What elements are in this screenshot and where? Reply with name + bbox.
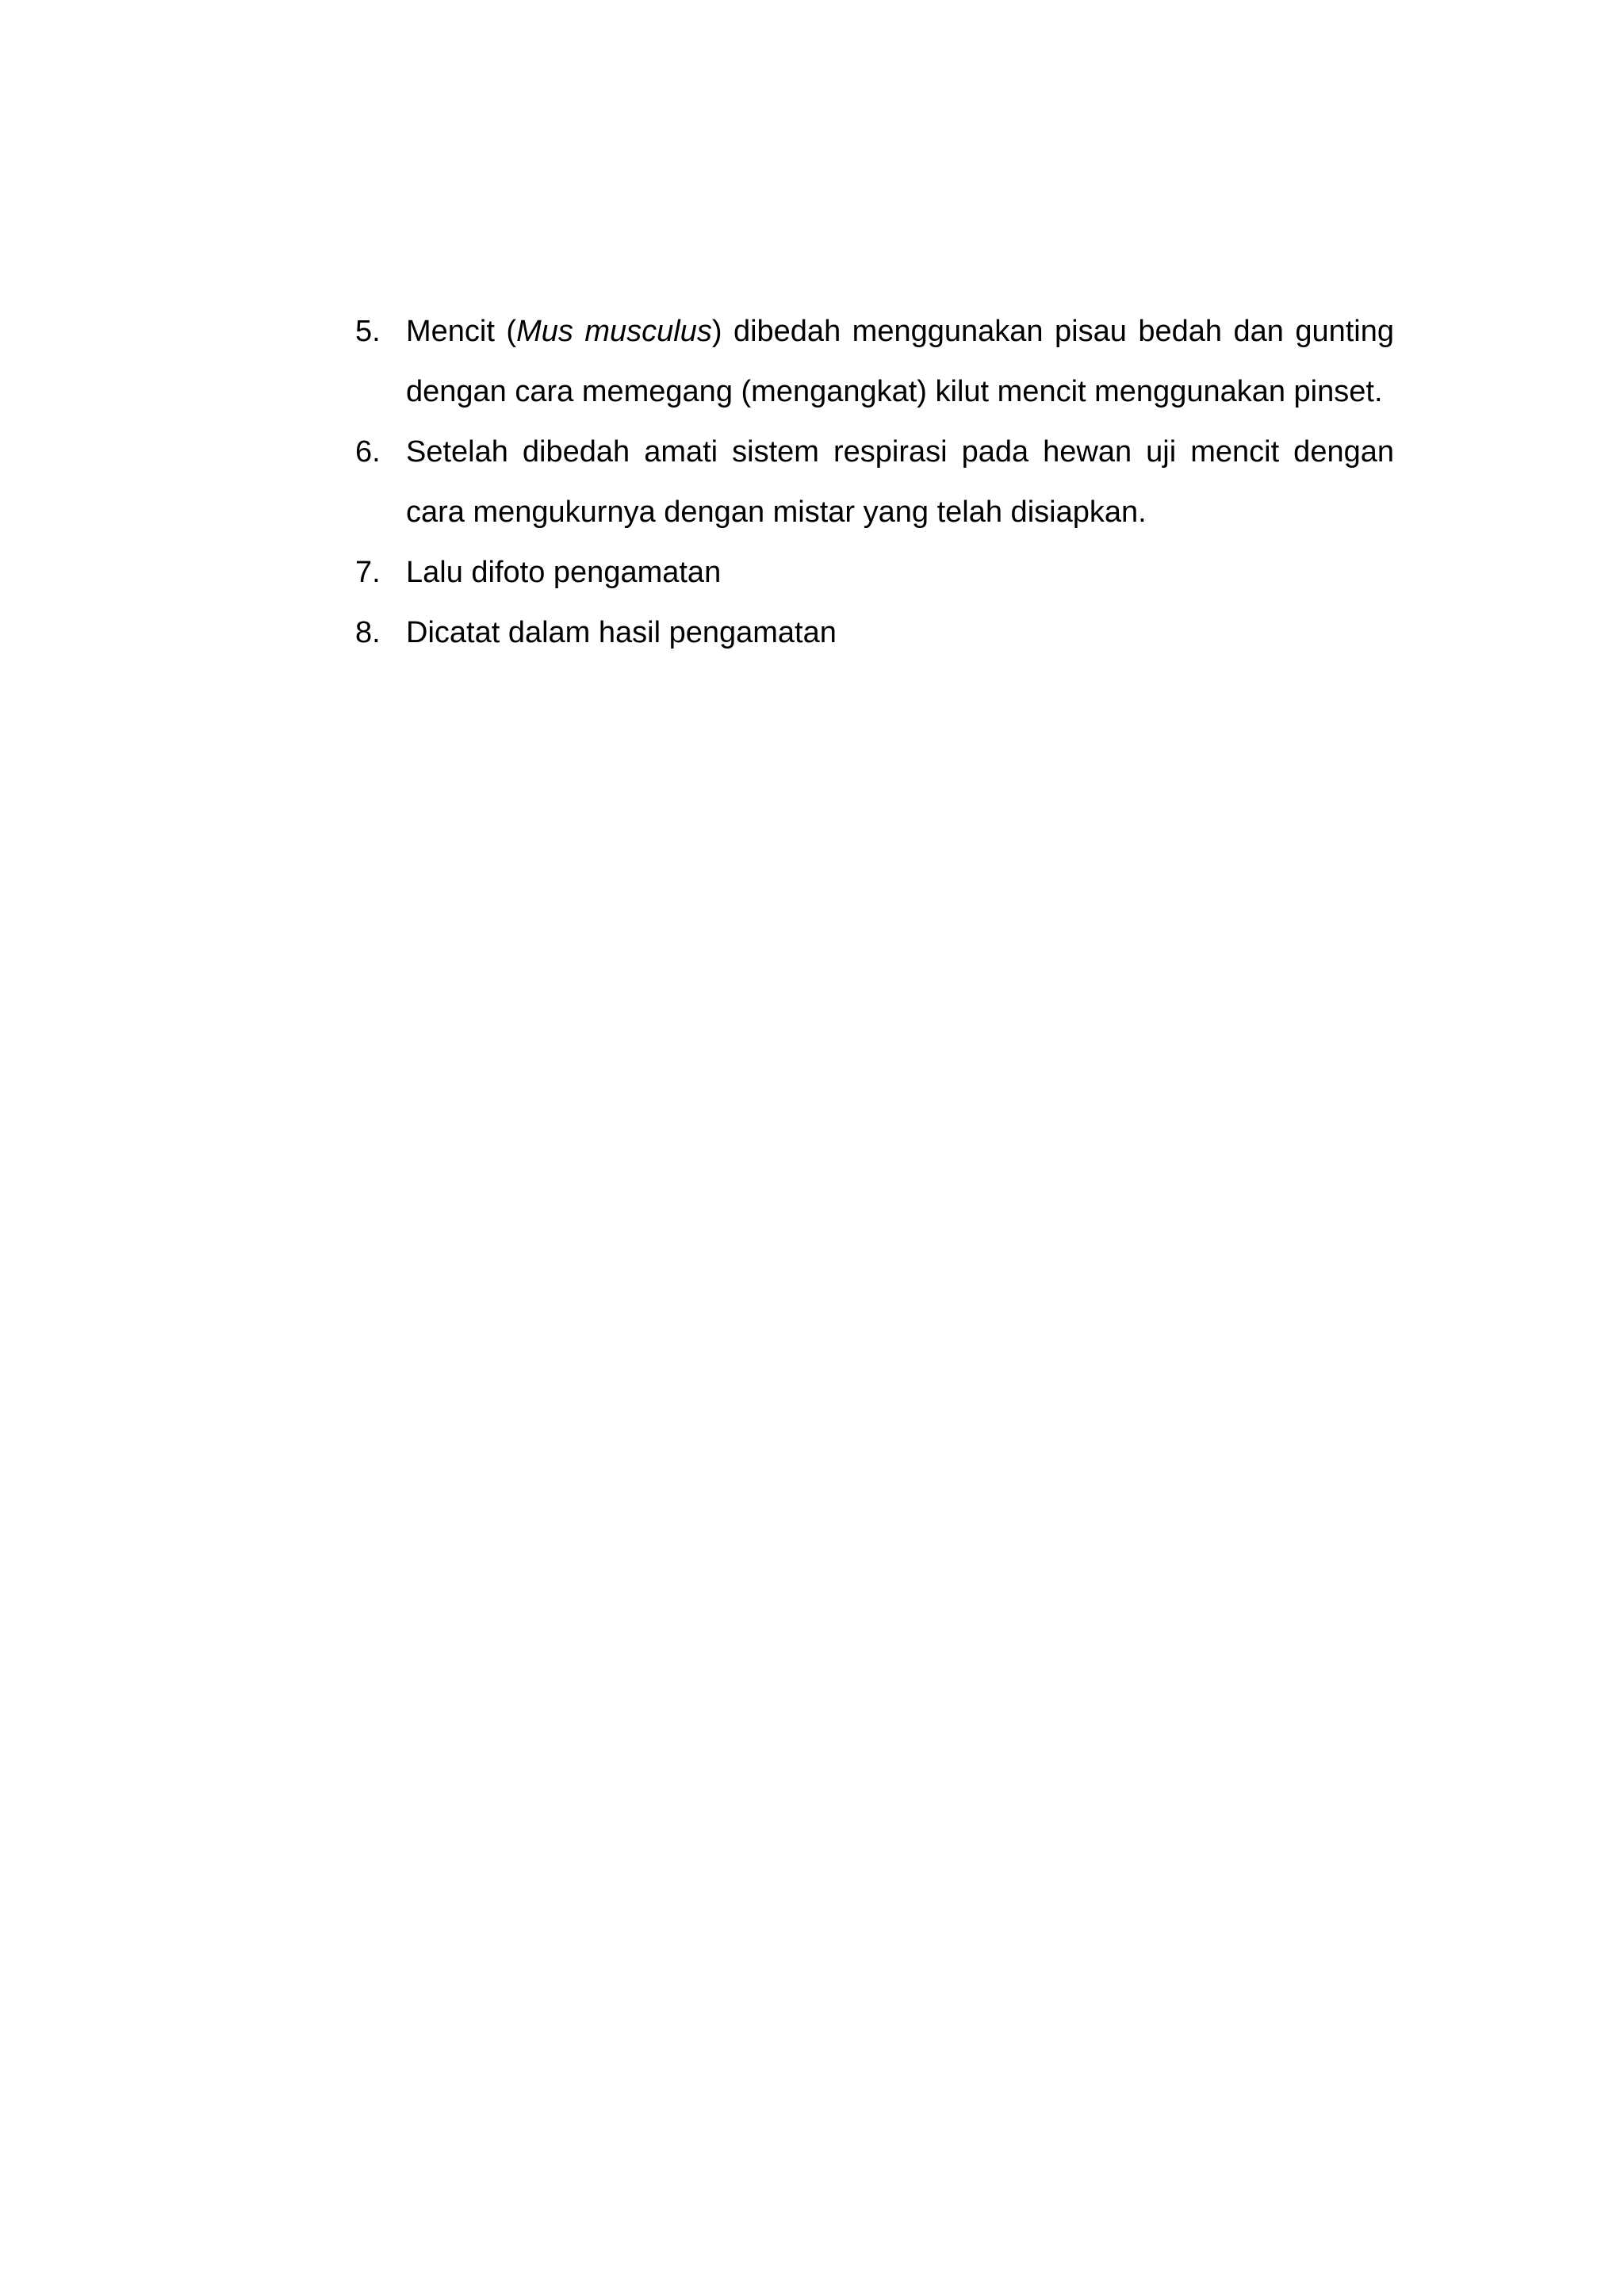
- item-text-line: cara mengukurnya dengan mistar yang telah disiapkan.: [406, 496, 1147, 529]
- list-item: [355, 422, 1394, 542]
- item-text-line: dengan cara memegang (mengangkat) kilut mencit menggunakan pinset.: [406, 375, 1383, 408]
- species-name: Mus musculus: [516, 315, 712, 348]
- item-text-line: Dicatat dalam hasil pengamatan: [406, 616, 837, 649]
- item-number: 7.: [355, 556, 381, 589]
- item-text: Mencit (: [406, 315, 517, 348]
- item-number: 8.: [355, 616, 381, 649]
- list-item: [355, 542, 1394, 603]
- item-text-line: Setelah dibedah amati sistem respirasi pada hewan uji mencit dengan: [406, 435, 1394, 469]
- list-item: [355, 603, 1394, 663]
- item-number: 6.: [355, 435, 381, 469]
- procedure-list: [355, 301, 1394, 663]
- item-text: ) dibedah menggunakan pisau bedah dan gunting: [711, 315, 1395, 348]
- item-number: 5.: [355, 315, 381, 348]
- item-text-line: [406, 301, 1394, 362]
- list-item: [355, 301, 1394, 422]
- item-text-line: Lalu difoto pengamatan: [406, 556, 722, 589]
